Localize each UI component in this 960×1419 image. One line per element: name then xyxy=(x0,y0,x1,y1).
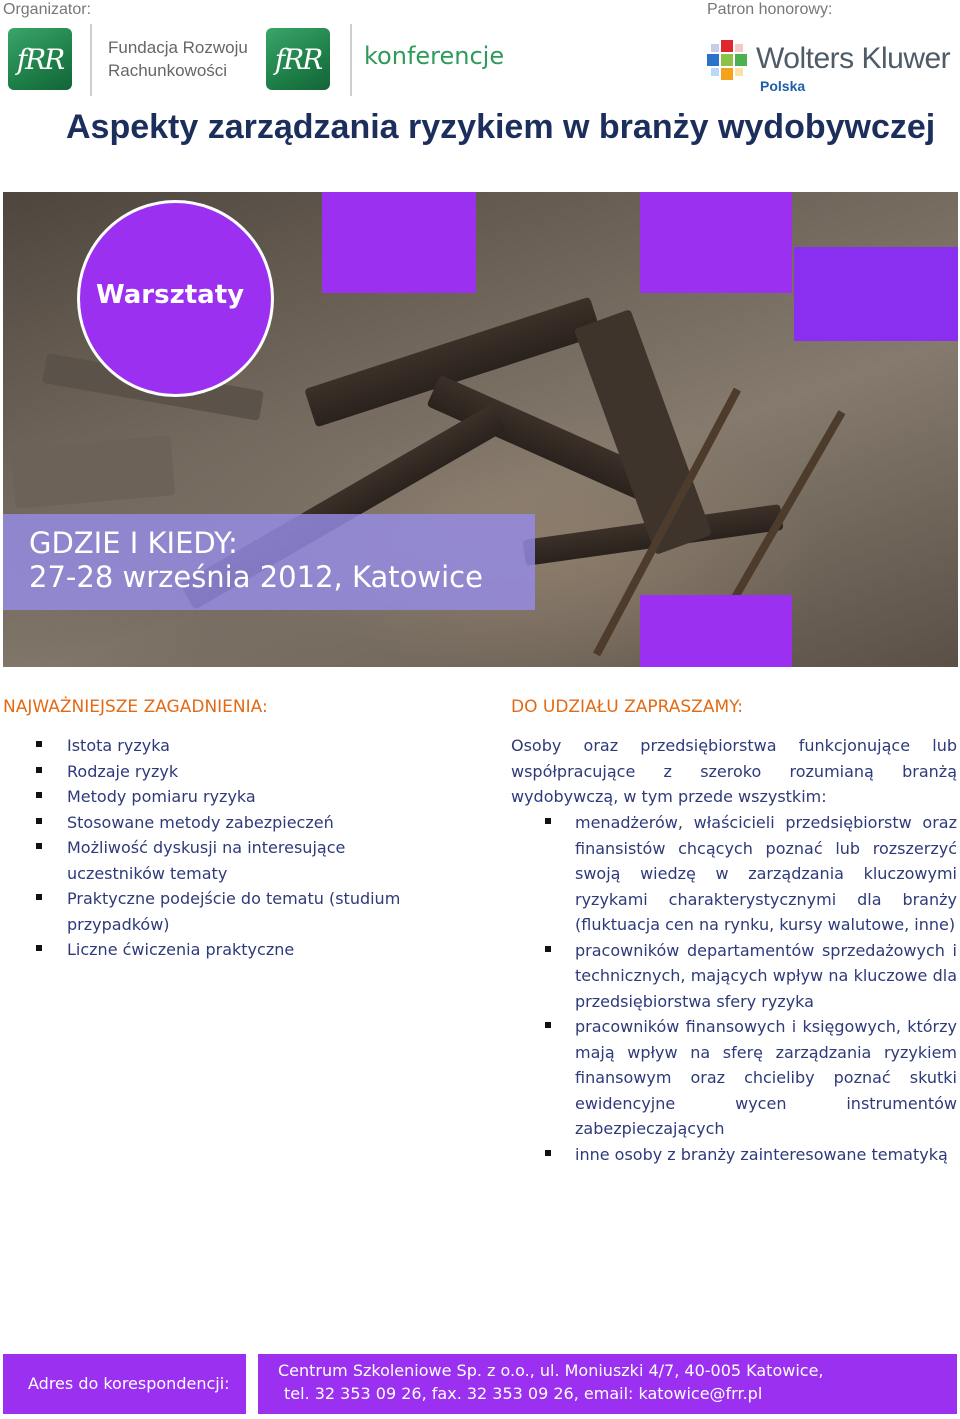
when-where-heading: GDZIE I KIEDY: xyxy=(29,526,238,560)
list-item xyxy=(67,835,367,886)
hero-banner xyxy=(3,192,958,667)
bullet xyxy=(36,894,42,900)
accent-square xyxy=(322,192,476,293)
topic-text: Metody pomiaru ryzyka xyxy=(67,787,256,806)
bullet xyxy=(545,946,551,952)
topic-text: Praktyczne podejście do tematu (studium przypadków) xyxy=(67,889,401,934)
patron-country: Polska xyxy=(760,78,806,94)
patron-name: Wolters Kluwer xyxy=(756,42,951,75)
list-item xyxy=(67,733,427,759)
topic-text: Rodzaje ryzyk xyxy=(67,761,179,781)
accent-square xyxy=(640,192,792,293)
footer-contact: tel. 32 353 09 26, fax. 32 353 09 26, email: katowice@frr.pl xyxy=(284,1384,763,1403)
konferencje-label: konferencje xyxy=(364,42,505,70)
logo-divider xyxy=(90,24,92,96)
invite-text: pracowników finansowych i księgowych, którzy mają wpływ na sferę zarządzania ryzykiem finansowym oraz chcieliby poznać skutki ewidencyjne wycen instrumentów zabezpieczających xyxy=(575,1017,957,1138)
topic-text: Istota ryzyka xyxy=(67,736,170,755)
invite-text: menadżerów, właścicieli przedsiębiorstw oraz finansistów chcących poznać lub rozszerzyć swoją wiedzę w zarządzania kluczowymi ryzykami charakterystycznymi dla branży (fluktuacja cen na rynku, kursy walutowe, inne) xyxy=(575,813,957,934)
list-item xyxy=(575,1142,957,1168)
topic-text: Stosowane metody zabezpieczeń xyxy=(67,812,334,832)
bullet xyxy=(36,843,42,849)
list-item xyxy=(575,938,957,1015)
organizer-label: Organizator: xyxy=(3,1,92,18)
list-item xyxy=(67,937,427,963)
logo-divider xyxy=(350,24,352,96)
footer-label: Adres do korespondencji: xyxy=(28,1374,230,1393)
frr-konferencje-logo: fRR xyxy=(266,28,330,90)
list-item xyxy=(575,810,957,938)
bullet xyxy=(545,1150,551,1156)
topic-text: Możliwość dyskusji na interesujące uczestników tematy xyxy=(67,838,346,883)
workshop-badge-label: Warsztaty xyxy=(96,280,245,310)
footer-address: Centrum Szkoleniowe Sp. z o.o., ul. Moniuszki 4/7, 40-005 Katowice, xyxy=(278,1361,824,1380)
bullet xyxy=(545,1022,551,1028)
list-item xyxy=(67,759,427,785)
bullet xyxy=(36,945,42,951)
bullet xyxy=(36,792,42,798)
page-title: Aspekty zarządzania ryzykiem w branży wydobywczej xyxy=(66,108,936,146)
list-item xyxy=(67,810,427,836)
invite-list xyxy=(575,810,957,1167)
invite-intro: Osoby oraz przedsiębiorstwa funkcjonujące lub współpracujące z szeroko rozumianą branżą wydobywczą, w tym przede wszystkim: xyxy=(511,736,957,806)
topics-list xyxy=(67,733,427,963)
fundacja-line-2: Rachunkowości xyxy=(108,61,228,80)
accent-square xyxy=(640,595,792,667)
invite-heading: DO UDZIAŁU ZAPRASZAMY: xyxy=(511,697,743,717)
topic-text: Liczne ćwiczenia praktyczne xyxy=(67,940,295,959)
bullet xyxy=(36,767,42,773)
fundacja-name xyxy=(108,36,248,82)
invite-text: inne osoby z branży zainteresowane tematyką xyxy=(575,1144,948,1164)
wolters-kluwer-icon xyxy=(707,40,747,80)
accent-square xyxy=(794,247,958,341)
fundacja-line-1: Fundacja Rozwoju xyxy=(108,38,248,57)
bullet xyxy=(36,741,42,747)
invite-text: pracowników departamentów sprzedażowych i technicznych, mających wpływ na kluczowe dla przedsiębiorstwa sfery ryzyka xyxy=(575,940,957,1011)
list-item xyxy=(67,886,412,937)
patron-label: Patron honorowy: xyxy=(707,1,833,18)
topics-heading: NAJWAŻNIEJSZE ZAGADNIENIA: xyxy=(3,697,268,717)
bullet xyxy=(545,818,551,824)
event-date-location: 27-28 września 2012, Katowice xyxy=(29,560,483,594)
frr-logo: fRR xyxy=(8,28,72,90)
bullet xyxy=(36,818,42,824)
list-item xyxy=(575,1014,957,1142)
list-item xyxy=(67,784,427,810)
